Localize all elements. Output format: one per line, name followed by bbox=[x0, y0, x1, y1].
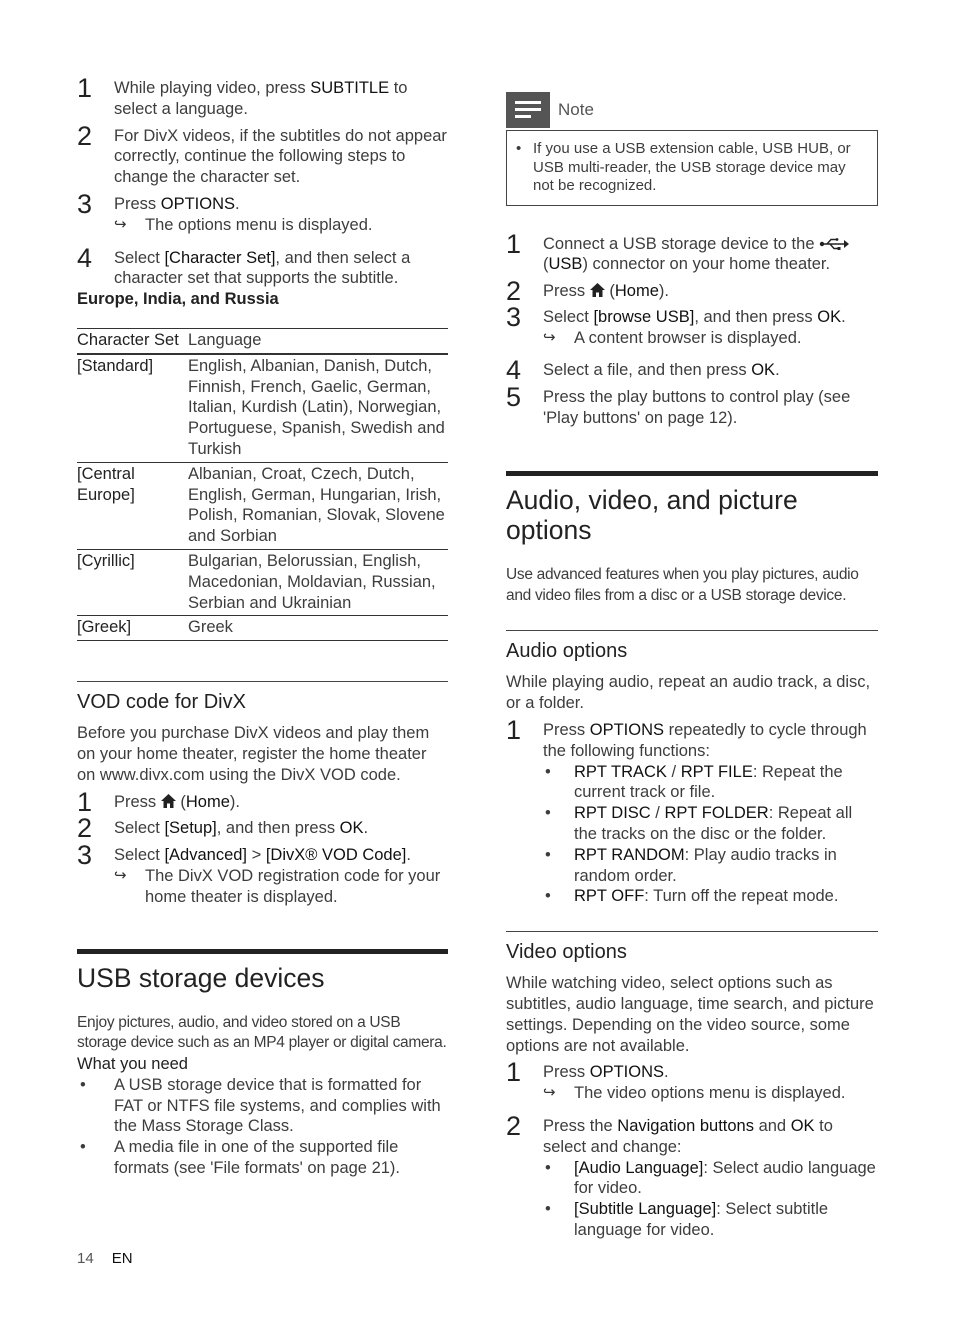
step-text: Press bbox=[114, 194, 161, 213]
step-text: Select bbox=[114, 819, 165, 838]
table-cell: [Standard] bbox=[77, 354, 188, 462]
bullet-icon: • bbox=[545, 845, 551, 864]
home-key: Home bbox=[614, 282, 659, 301]
table-header-cell: Language bbox=[188, 328, 448, 353]
step-text: , and then press bbox=[694, 307, 818, 326]
step-number: 1 bbox=[506, 715, 522, 746]
usb-icon bbox=[819, 238, 849, 250]
list-item bbox=[77, 1137, 448, 1179]
table-row bbox=[77, 549, 448, 615]
list-item-text: / bbox=[650, 804, 665, 823]
step-number: 3 bbox=[506, 301, 522, 332]
step-text: and bbox=[753, 1117, 791, 1136]
subtitle-step-4 bbox=[77, 242, 448, 290]
note-icon bbox=[506, 92, 550, 128]
usb-key: USB bbox=[548, 255, 583, 274]
rpt-track-key: RPT TRACK bbox=[574, 762, 667, 781]
usb-step-4 bbox=[506, 355, 878, 386]
list-item-text: : Select audio language for video. bbox=[574, 1158, 876, 1198]
list-item bbox=[543, 1199, 878, 1241]
list-item-text: : Turn off the repeat mode. bbox=[644, 887, 839, 906]
list-item-text: / bbox=[666, 762, 681, 781]
options-key: OPTIONS bbox=[589, 1063, 665, 1082]
step-text: . bbox=[841, 307, 846, 326]
step-text: While playing video, press bbox=[114, 79, 311, 97]
left-column bbox=[77, 73, 448, 1179]
step-result bbox=[543, 328, 878, 349]
step-number: 3 bbox=[77, 188, 93, 219]
setup-key: [Setup] bbox=[164, 819, 217, 838]
usb-step-5 bbox=[506, 382, 878, 429]
audio-step-1 bbox=[506, 715, 878, 907]
bullet-icon: • bbox=[80, 1138, 86, 1157]
bullet-icon: • bbox=[545, 1200, 551, 1219]
table-cell: [Cyrillic] bbox=[77, 549, 188, 615]
rpt-off-key: RPT OFF bbox=[574, 887, 645, 906]
page-number: 14 bbox=[77, 1250, 94, 1267]
subtitle-language-key: [Subtitle Language] bbox=[574, 1200, 717, 1219]
table-header-row bbox=[77, 328, 448, 353]
table-cell: [Central Europe] bbox=[77, 462, 188, 549]
note-label: Note bbox=[558, 100, 594, 119]
result-text: The options menu is displayed. bbox=[145, 215, 373, 234]
audio-language-key: [Audio Language] bbox=[574, 1158, 704, 1177]
navigation-buttons-key: Navigation buttons bbox=[617, 1117, 754, 1136]
step-text: Press the play buttons to control play (see 'Play buttons' on page 12). bbox=[543, 388, 851, 428]
usb-step-3 bbox=[506, 301, 878, 349]
avp-intro: Use advanced features when you play pictures, audio and video files from a disc or a USB storage device. bbox=[506, 565, 859, 604]
home-icon bbox=[161, 794, 176, 808]
avp-options-heading: Audio, video, and picture options bbox=[506, 471, 878, 545]
note-box bbox=[506, 130, 878, 206]
step-text: Press bbox=[543, 282, 590, 301]
list-item-text: : Repeat all the tracks on the disc or the folder. bbox=[574, 804, 853, 844]
ok-key: OK bbox=[817, 307, 842, 326]
rpt-folder-key: RPT FOLDER bbox=[664, 804, 769, 823]
step-text: Select bbox=[114, 846, 165, 865]
vod-heading: VOD code for DivX bbox=[77, 681, 448, 714]
list-item bbox=[77, 1075, 448, 1137]
home-key: Home bbox=[185, 792, 230, 811]
table-row bbox=[77, 616, 448, 641]
step-text: ) connector on your home theater. bbox=[582, 255, 831, 274]
list-item-text: A media file in one of the supported file formats (see 'File formats' on page 21). bbox=[114, 1138, 401, 1178]
rpt-file-key: RPT FILE bbox=[680, 762, 753, 781]
right-column bbox=[506, 92, 878, 1241]
region-heading: Europe, India, and Russia bbox=[77, 290, 279, 309]
step-text: to select and change: bbox=[543, 1117, 833, 1156]
options-key: OPTIONS bbox=[589, 721, 665, 740]
audio-options-heading: Audio options bbox=[506, 630, 878, 663]
step-text: . bbox=[664, 1063, 669, 1082]
step-result bbox=[114, 866, 448, 908]
step-text: repeatedly to cycle through the following functions: bbox=[543, 721, 867, 760]
subtitle-step-3 bbox=[77, 188, 448, 236]
result-text: A content browser is displayed. bbox=[574, 328, 802, 347]
step-text: Select bbox=[114, 248, 165, 267]
subtitle-step-2 bbox=[77, 120, 448, 188]
note-header bbox=[506, 92, 878, 130]
step-text: > bbox=[247, 846, 266, 865]
step-number: 4 bbox=[506, 355, 522, 386]
video-step-2 bbox=[506, 1111, 878, 1241]
list-item bbox=[543, 762, 878, 804]
step-text: Press bbox=[543, 721, 590, 740]
subtitle-key: SUBTITLE bbox=[310, 79, 390, 97]
video-step-1 bbox=[506, 1057, 878, 1104]
what-you-need-label: What you need bbox=[77, 1055, 188, 1074]
page-footer bbox=[77, 1249, 133, 1270]
ok-key: OK bbox=[751, 361, 776, 380]
bullet-icon: • bbox=[545, 804, 551, 823]
rpt-random-key: RPT RANDOM bbox=[574, 845, 685, 864]
step-text: , and then press bbox=[216, 819, 340, 838]
usb-intro: Enjoy pictures, audio, and video stored on a USB storage device such as an MP4 player or digital camera. bbox=[77, 1013, 447, 1052]
list-item-text: : Play audio tracks in random order. bbox=[574, 845, 837, 885]
bullet-icon: • bbox=[545, 887, 551, 906]
table-row bbox=[77, 354, 448, 462]
step-text: to select a language. bbox=[114, 79, 408, 118]
step-number: 5 bbox=[506, 382, 522, 413]
bullet-icon: • bbox=[545, 1158, 551, 1177]
note-text: If you use a USB extension cable, USB HUB, or USB multi-reader, the USB storage device may not be recognized. bbox=[533, 140, 851, 194]
step-number: 3 bbox=[77, 840, 93, 871]
vod-step-3 bbox=[77, 840, 448, 907]
step-number: 2 bbox=[506, 1111, 522, 1142]
usb-step-1: 1 Connect a USB storage device to the (USB) connector on your home theater. bbox=[506, 234, 878, 276]
table-cell: Bulgarian, Belorussian, English, Macedonian, Moldavian, Russian, Serbian and Ukrainian bbox=[188, 549, 448, 615]
step-text: Press bbox=[543, 1063, 590, 1082]
video-settings-list bbox=[543, 1158, 878, 1241]
step-number: 4 bbox=[77, 242, 93, 273]
home-icon bbox=[590, 283, 605, 297]
step-text: Select a file, and then press bbox=[543, 361, 752, 380]
list-item-text: : Repeat the current track or file. bbox=[574, 762, 843, 802]
ok-key: OK bbox=[790, 1117, 815, 1136]
step-text: Select bbox=[543, 307, 594, 326]
result-text: The video options menu is displayed. bbox=[574, 1084, 846, 1103]
subtitle-step-1 bbox=[77, 73, 448, 120]
step-number: 1 bbox=[506, 228, 522, 259]
character-set-key: [Character Set] bbox=[164, 248, 276, 267]
bullet-icon: • bbox=[516, 140, 522, 157]
step-text: For DivX videos, if the subtitles do not appear correctly, continue the following steps to change the character set. bbox=[114, 126, 447, 187]
table-header-cell: Character Set bbox=[77, 328, 188, 353]
video-intro: While watching video, select options such as subtitles, audio language, time search, and picture settings. Depending on the video source, some options are not available. bbox=[506, 974, 874, 1055]
step-number: 2 bbox=[77, 120, 93, 151]
options-key: OPTIONS bbox=[160, 194, 236, 213]
step-number: 2 bbox=[77, 813, 93, 844]
list-item bbox=[543, 845, 878, 887]
list-item-text: : Select subtitle language for video. bbox=[574, 1200, 829, 1239]
repeat-modes-list bbox=[543, 762, 878, 908]
list-item bbox=[543, 1158, 878, 1200]
step-number: 1 bbox=[506, 1057, 522, 1088]
browse-usb-key: [browse USB] bbox=[593, 307, 695, 326]
vod-intro: Before you purchase DivX videos and play them on your home theater, register the home theater on www.divx.com using the DivX VOD code. bbox=[77, 724, 430, 784]
vod-step-1: 1 Press (Home). bbox=[77, 786, 240, 817]
table-cell: English, Albanian, Danish, Dutch, Finnish, French, Gaelic, German, Italian, Kurdish (Latin), Norwegian, Portuguese, Spanish, Swedish and Turkish bbox=[188, 354, 448, 462]
usb-storage-heading: USB storage devices bbox=[77, 949, 448, 993]
usb-requirements-list bbox=[77, 1075, 448, 1179]
table-cell: Albanian, Croat, Czech, Dutch, English, German, Hungarian, Irish, Polish, Romanian, Slovak, Slovene and Sorbian bbox=[188, 462, 448, 549]
step-text: . bbox=[775, 361, 780, 380]
ok-key: OK bbox=[339, 819, 364, 838]
language-code: EN bbox=[111, 1250, 133, 1267]
step-number: 2 bbox=[506, 276, 522, 307]
step-text: . bbox=[363, 819, 369, 838]
step-text: Press bbox=[114, 792, 161, 811]
step-text: ). bbox=[658, 282, 669, 301]
vod-step-2 bbox=[77, 813, 448, 844]
list-item-text: A USB storage device that is formatted for FAT or NTFS file systems, and complies with the Mass Storage Class. bbox=[114, 1075, 441, 1136]
result-arrow-icon: ↪ bbox=[114, 866, 127, 884]
step-number: 1 bbox=[77, 786, 93, 817]
step-text: . bbox=[406, 846, 411, 865]
result-text: The DivX VOD registration code for your home theater is displayed. bbox=[145, 866, 441, 906]
list-item bbox=[543, 803, 878, 845]
table-row bbox=[77, 462, 448, 549]
bullet-icon: • bbox=[545, 762, 551, 781]
result-arrow-icon: ↪ bbox=[543, 328, 556, 346]
step-number: 1 bbox=[77, 73, 93, 103]
result-arrow-icon: ↪ bbox=[114, 215, 127, 233]
usb-step-2: 2 Press (Home). bbox=[506, 276, 669, 307]
advanced-key: [Advanced] bbox=[164, 846, 248, 865]
video-options-heading: Video options bbox=[506, 931, 878, 964]
step-text: Connect a USB storage device to the bbox=[543, 234, 820, 253]
step-text: , and then select a character set that supports the subtitle. bbox=[114, 248, 411, 288]
audio-intro: While playing audio, repeat an audio track, a disc, or a folder. bbox=[506, 673, 871, 713]
step-result bbox=[114, 215, 448, 236]
step-text: ). bbox=[229, 792, 240, 811]
step-text: . bbox=[235, 194, 240, 213]
step-result bbox=[543, 1083, 878, 1104]
result-arrow-icon: ↪ bbox=[543, 1084, 556, 1102]
character-set-table bbox=[77, 328, 448, 641]
divx-vod-code-key: [DivX® VOD Code] bbox=[265, 846, 407, 865]
step-text: Press the bbox=[543, 1117, 618, 1136]
table-cell: Greek bbox=[188, 616, 448, 641]
list-item bbox=[543, 886, 878, 907]
rpt-disc-key: RPT DISC bbox=[574, 804, 651, 823]
bullet-icon: • bbox=[80, 1075, 86, 1094]
table-cell: [Greek] bbox=[77, 616, 188, 641]
